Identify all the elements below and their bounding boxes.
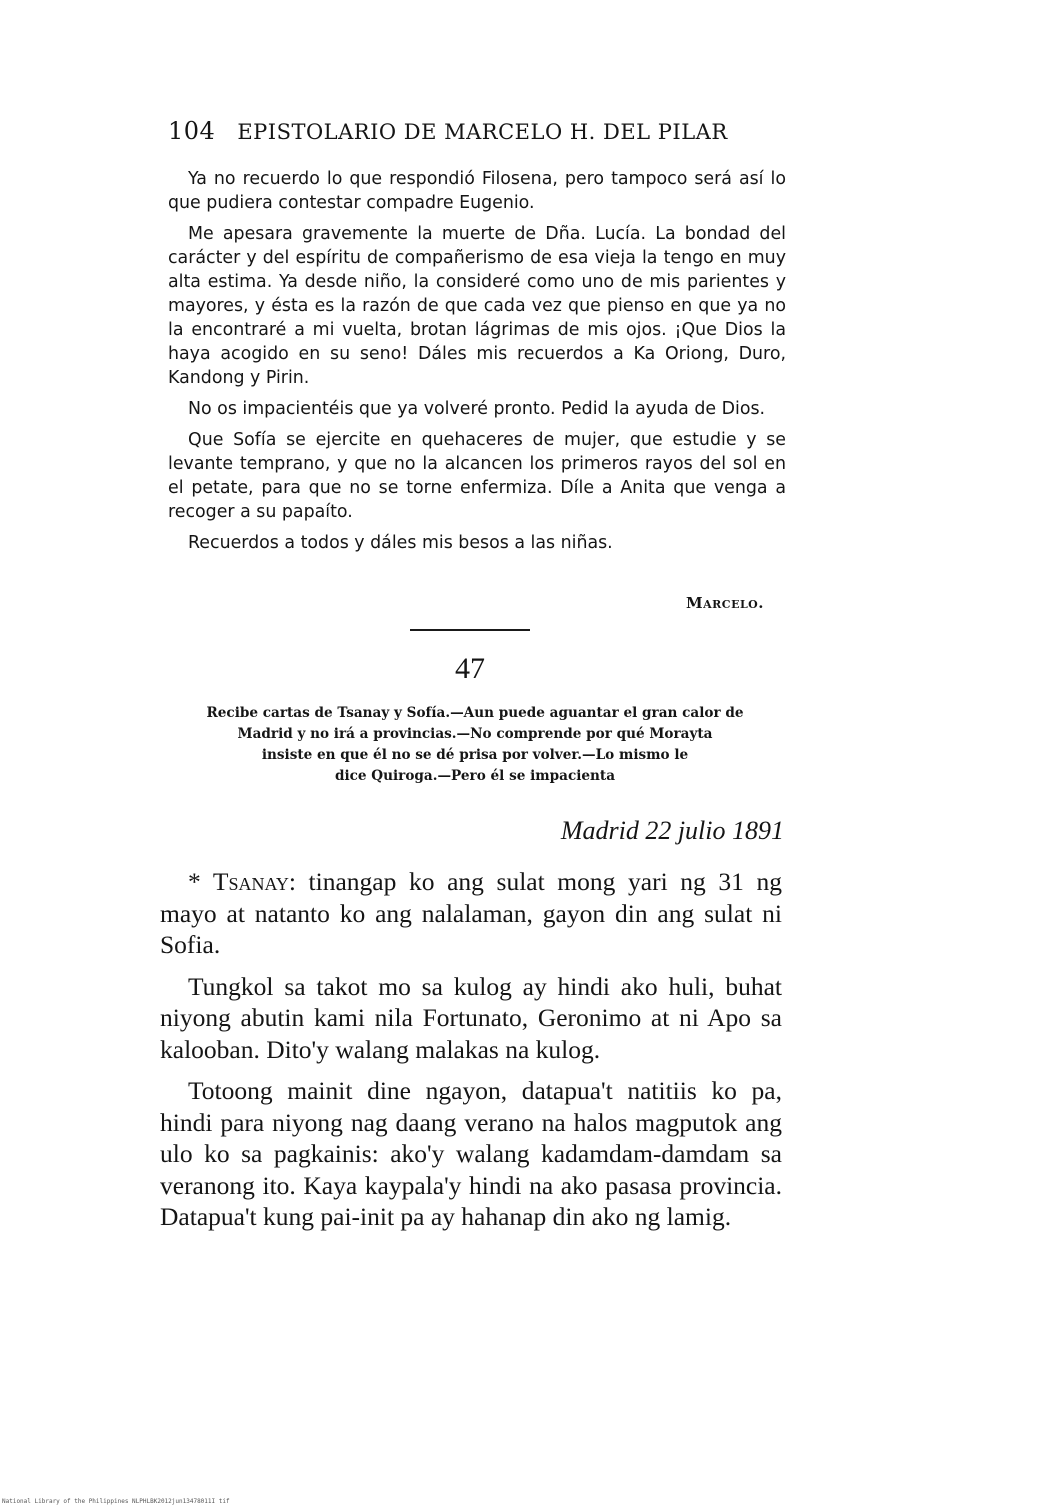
summary-line: Recibe cartas de Tsanay y Sofía.—Aun puede aguantar el gran calor de xyxy=(206,705,744,721)
date-line: Madrid 22 julio 1891 xyxy=(560,816,784,845)
paragraph: Totoong mainit dine ngayon, datapua't natitiis ko pa, hindi para niyong nag daang verano na halos magputok ang ulo ko sa pagkainis: ako'y walang kadamdam-damdam sa veranong ito. Kaya kaypala'y hindi na ako pasasa provincia. Datapua't kung pai-init pa ay hahanap din ako ng lamig. xyxy=(160,1076,782,1231)
letter-summary xyxy=(160,703,790,787)
paragraph: Que Sofía se ejercite en quehaceres de mujer, que estudie y se levante temprano, y que no la alcancen los primeros rayos del sol en el petate, para que no se torne enfermiza. Díle a Anita que venga a recoger a su papaíto. xyxy=(168,430,786,522)
paragraph: Ya no recuerdo lo que respondió Filosena, pero tampoco será así lo que pudiera contestar compadre Eugenio. xyxy=(168,169,786,213)
previous-letter-text xyxy=(168,167,786,562)
running-header xyxy=(168,117,788,145)
paragraph-text: tinangap ko ang sulat mong yari ng 31 ng mayo at natanto ko ang nalalaman, gayon din ang sulat ni Sofia. xyxy=(160,867,783,959)
page-number: 104 xyxy=(168,117,216,145)
summary-line: dice Quiroga.—Pero él se impacienta xyxy=(334,768,616,784)
summary-line: insiste en que él no se dé prisa por volver.—Lo mismo le xyxy=(261,747,689,763)
paragraph: Tungkol sa takot mo sa kulog ay hindi ako huli, buhat niyong abutin kami nila Fortunato, Geronimo at ni Apo sa kalooban. Dito'y walang malakas na kulog. xyxy=(160,971,782,1064)
summary-line: Madrid y no irá a provincias.—No comprende por qué Morayta xyxy=(237,726,713,742)
letter-body xyxy=(160,866,782,1243)
scan-footer: National Library of the Philippines NLPHLBK2012jun13478011I tif xyxy=(2,1498,230,1505)
salutation: * Tsanay: xyxy=(188,867,296,896)
section-divider xyxy=(410,629,530,631)
signature: Marcelo. xyxy=(686,594,764,612)
paragraph: No os impacientéis que ya volveré pronto. Pedid la ayuda de Dios. xyxy=(188,399,766,419)
paragraph xyxy=(160,866,782,961)
paragraph: Recuerdos a todos y dáles mis besos a las niñas. xyxy=(188,533,613,553)
paragraph: Me apesara gravemente la muerte de Dña. Lucía. La bondad del carácter y del espíritu de compañerismo de esa vieja la tengo en muy alta estima. Ya desde niño, la consideré como uno de mis parientes y mayores, y ésta es la razón de que cada vez que pienso en que ya no la encontraré a mi vuelta, brotan lágrimas de mis ojos. ¡Que Dios la haya acogido en su seno! Dáles mis recuerdos a Ka Oriong, Duro, Kandong y Pirin. xyxy=(168,224,786,388)
letter-number: 47 xyxy=(455,652,485,685)
running-title: EPISTOLARIO DE MARCELO H. DEL PILAR xyxy=(237,120,728,144)
